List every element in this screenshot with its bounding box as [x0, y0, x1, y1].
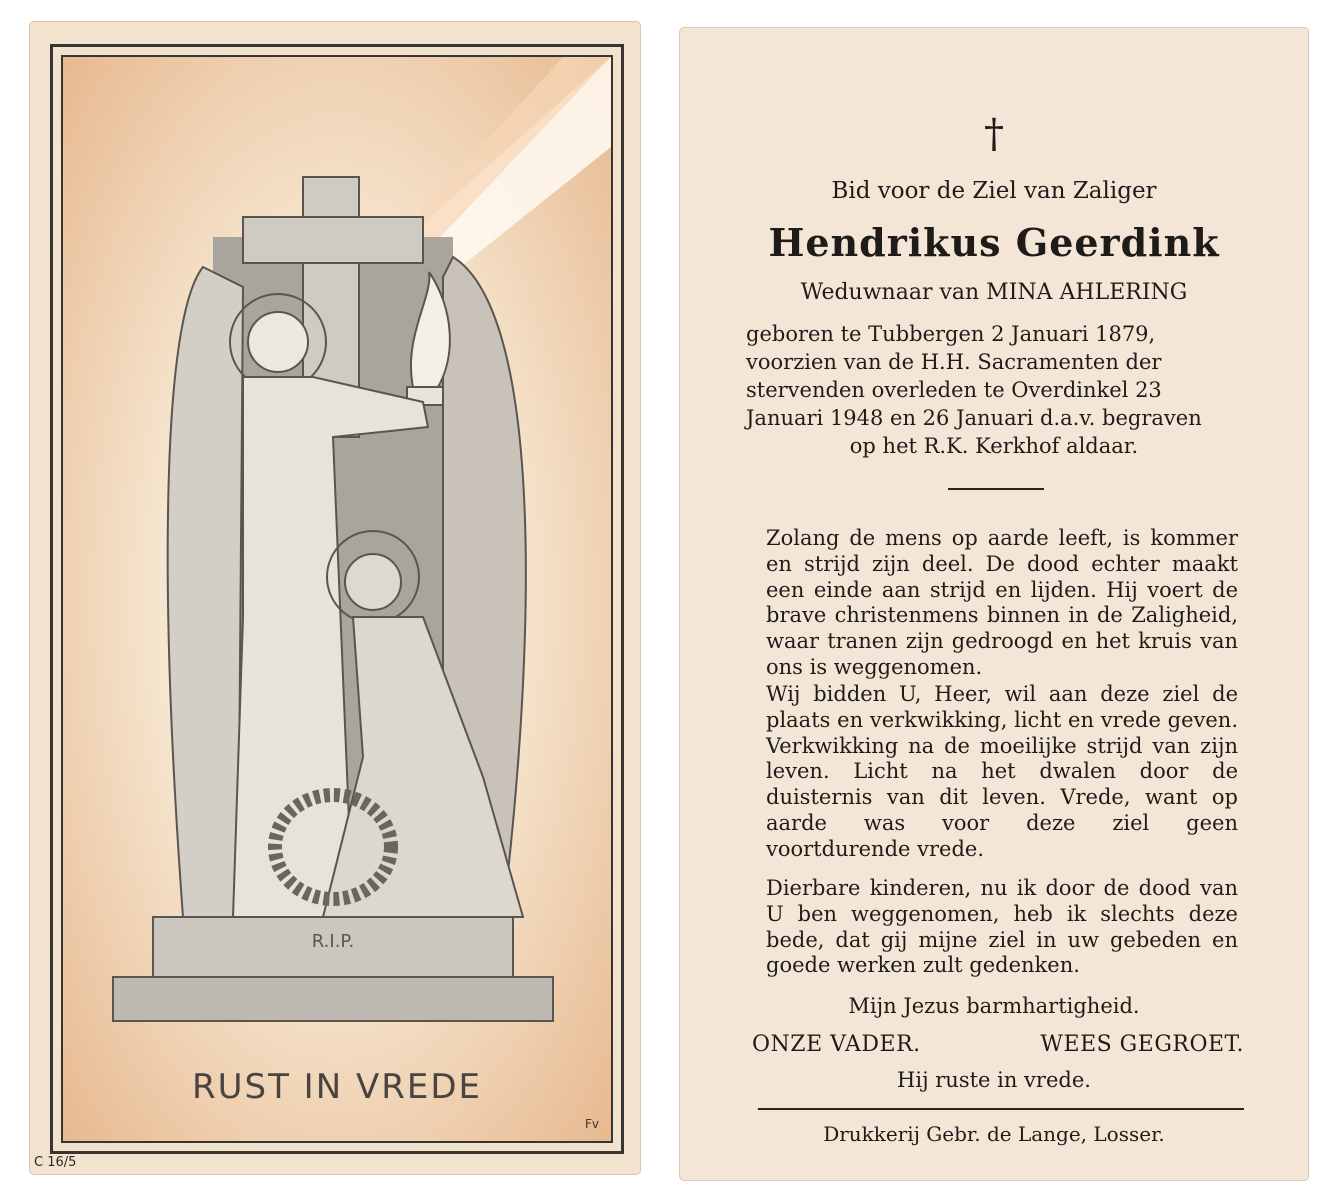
card-code: C 16/5 — [34, 1155, 77, 1170]
printer-credit: Drukkerij Gebr. de Lange, Losser. — [823, 1122, 1165, 1146]
biography-block — [746, 320, 1242, 460]
cross-horizontal — [243, 217, 423, 263]
paragraph-consolation: Zolang de mens op aarde leeft, is kommer en strijd zijn deel. De dood echter maakt een einde aan strijd en lijden. Hij voert de brave christenmens binnen in de Zaligheid, waar tranen zijn gedroogd en het kruis van ons is weggenomen. — [766, 526, 1238, 679]
angel-wing-left — [168, 267, 243, 917]
prayer-our-father: ONZE VADER. — [752, 1032, 921, 1057]
deceased-name: Hendrikus Geerdink — [768, 220, 1220, 265]
divider-short — [948, 488, 1044, 490]
bio-line: op het R.K. Kerkhof aldaar. — [849, 434, 1139, 458]
cross-icon: † — [984, 111, 1004, 157]
rust-in-vrede-caption: RUST IN VREDE — [192, 1067, 482, 1107]
mercy-line: Mijn Jezus barmhartigheid. — [848, 994, 1140, 1018]
memorial-card-front — [30, 22, 640, 1174]
paragraph-children: Dierbare kinderen, nu ik door de dood van U ben weggenomen, heb ik slechts deze bede, dat gij mijne ziel in uw gebeden en goede werken zult gedenken. — [766, 876, 1238, 978]
paragraph-prayer: Wij bidden U, Heer, wil aan deze ziel de plaats en verkwikking, licht en vrede geven. Verkwikking na de moeilijke strijd van zijn leven. Licht na het dwalen door de duisternis van dit leven. Vrede, want op aarde was voor deze ziel geen voortdurende vrede. — [766, 682, 1238, 861]
bio-line: voorzien van de H.H. Sacramenten der — [746, 350, 1162, 374]
angel-monument-illustration — [63, 57, 611, 1141]
rip-inscription: R.I.P. — [311, 931, 355, 952]
prayer-hail-mary: WEES GEGROET. — [1040, 1032, 1244, 1057]
mourning-frame-inner — [61, 55, 613, 1143]
bio-line: Januari 1948 en 26 Januari d.a.v. begraven — [746, 406, 1202, 430]
widower-line: Weduwnaar van MINA AHLERING — [800, 280, 1188, 305]
divider-long — [758, 1108, 1244, 1110]
head-standing-angel — [248, 312, 308, 372]
bio-line: stervenden overleden te Overdinkel 23 — [746, 378, 1162, 402]
rests-line: Hij ruste in vrede. — [897, 1068, 1091, 1092]
head-kneeling-angel — [345, 554, 401, 610]
mourning-frame-outer — [50, 44, 624, 1154]
artist-signature: Fv — [584, 1117, 599, 1131]
bio-line: geboren te Tubbergen 2 Januari 1879, — [746, 322, 1156, 346]
monument-base-bottom — [113, 977, 553, 1021]
pray-line: Bid voor de Ziel van Zaliger — [831, 178, 1157, 204]
memorial-card-back — [680, 28, 1308, 1180]
prayer-titles — [752, 1032, 1244, 1057]
